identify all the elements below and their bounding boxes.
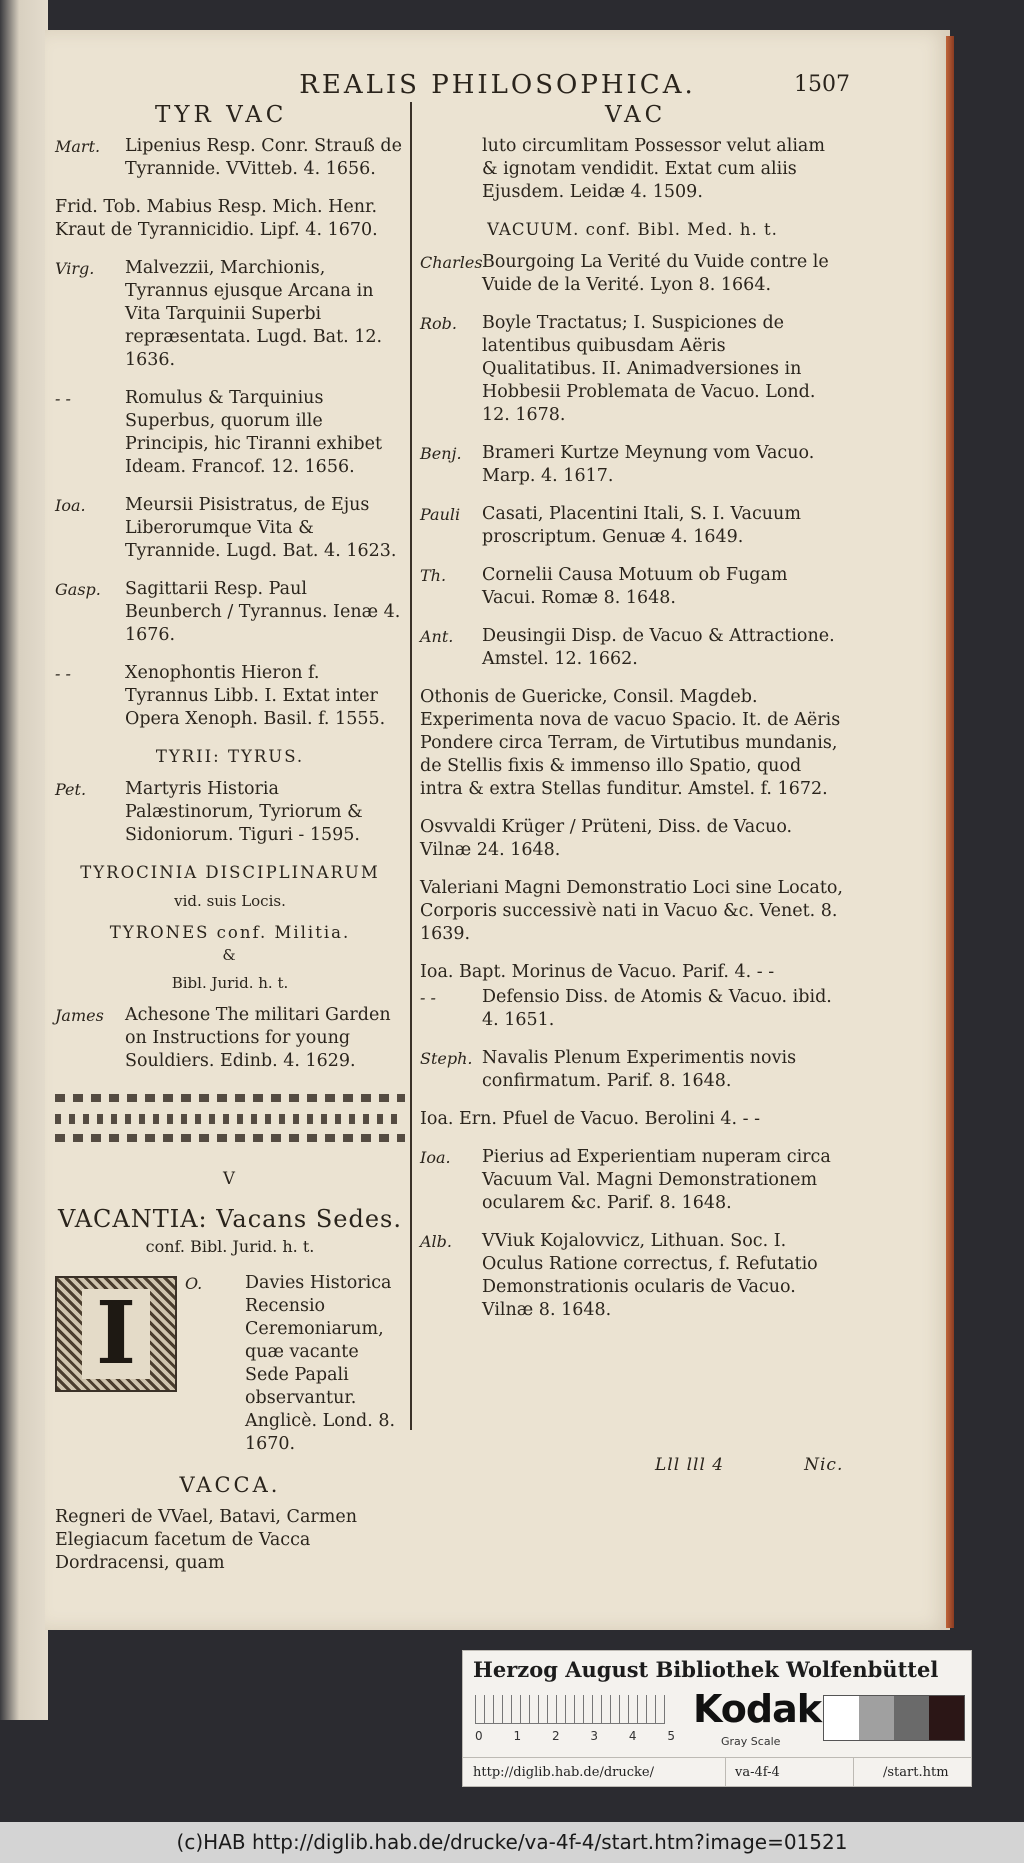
entry xyxy=(55,1272,405,1456)
catchline xyxy=(655,1455,843,1475)
section-letter-v: V xyxy=(223,1169,237,1188)
entry-author: Th. xyxy=(420,566,447,585)
entry xyxy=(420,1047,845,1093)
library-label-card xyxy=(462,1650,972,1787)
ruler-numbers xyxy=(475,1729,675,1743)
entry-text: Defensio Diss. de Atomis & Vacuo. ibid. 4. 1651. xyxy=(482,987,832,1030)
entry-text: Valeriani Magni Demonstratio Loci sine Locato, Corporis successivè nati in Vacuo &c. Venet. 8. 1639. xyxy=(420,878,843,944)
entry-author: James xyxy=(55,1006,104,1025)
entry-text: Sagittarii Resp. Paul Beunberch / Tyrannus. Ienæ 4. 1676. xyxy=(125,579,401,645)
entry xyxy=(420,816,845,862)
cross-reference: vid. suis Locis. xyxy=(174,892,286,910)
entry xyxy=(420,625,845,671)
catchword: Nic. xyxy=(804,1455,844,1475)
entry-text: Brameri Kurtze Meynung vom Vacuo. Marp. 4. 1617. xyxy=(482,443,815,486)
swatch xyxy=(929,1696,964,1740)
right-column xyxy=(420,135,845,1337)
book-page xyxy=(45,30,950,1630)
adjacent-page-edge xyxy=(0,0,48,1720)
entry xyxy=(420,312,845,427)
entry-author: Pet. xyxy=(55,780,87,799)
ornamental-band xyxy=(55,1088,405,1148)
entry-text: Romulus & Tarquinius Superbus, quorum ille Principis, hic Tiranni exhibet Ideam. Francof. 12. 1656. xyxy=(125,388,382,477)
divider xyxy=(853,1758,854,1786)
entry-text: Osvvaldi Krüger / Prüteni, Diss. de Vacuo. Vilnæ 24. 1648. xyxy=(420,817,793,860)
entry-author: Ant. xyxy=(420,627,454,646)
copyright-footer: (c)HAB http://diglib.hab.de/drucke/va-4f-4/start.htm?image=01521 xyxy=(0,1822,1024,1863)
entry-text: Frid. Tob. Mabius Resp. Mich. Henr. Kraut de Tyrannicidio. Lipf. 4. 1670. xyxy=(55,197,378,240)
page-edge-red xyxy=(946,36,954,1628)
section-heading-tyrii: TYRII: TYRUS. xyxy=(155,747,305,766)
page-number: 1507 xyxy=(794,72,850,97)
entry-author: - - xyxy=(55,389,71,408)
initial-letter: I xyxy=(82,1289,150,1379)
entry xyxy=(55,135,405,181)
swatch xyxy=(824,1696,859,1740)
section-heading-vacca: VACCA. xyxy=(179,1473,281,1497)
entry-text: Othonis de Guericke, Consil. Magdeb. Experimenta nova de vacuo Spacio. It. de Aëris Pondere circa Terram, de Virtutibus mundanis, de Stellis fixis & immenso illo Spatio, quod intra & extra Stellas funditur. Amstel. f. 1672. xyxy=(420,687,841,799)
entry-text: VViuk Kojalovvicz, Lithuan. Soc. I. Oculus Ratione correctus, f. Refutatio Demonstrationis ocularis de Vacuo. Vilnæ 8. 1648. xyxy=(482,1231,818,1320)
entry-author: Pauli xyxy=(420,505,461,524)
entry-author: Ioa. xyxy=(420,1148,451,1167)
url-row xyxy=(463,1757,971,1786)
entry xyxy=(55,662,405,731)
entry xyxy=(55,387,405,479)
entry-text: Bourgoing La Verité du Vuide contre le Vuide de la Verité. Lyon 8. 1664. xyxy=(482,252,829,295)
entry xyxy=(420,686,845,801)
entry xyxy=(420,1108,845,1131)
entry xyxy=(420,877,845,946)
divider xyxy=(725,1758,726,1786)
entry-author: Gasp. xyxy=(55,580,101,599)
entry xyxy=(55,196,405,242)
entry xyxy=(420,442,845,488)
section-heading-tyrocinia: TYROCINIA DISCIPLINARUM xyxy=(80,863,380,882)
entry-text: Regneri de VVael, Batavi, Carmen Elegiacum facetum de Vacca Dordracensi, quam xyxy=(55,1507,357,1573)
entry xyxy=(420,1146,845,1215)
ruler-number: 4 xyxy=(628,1729,637,1743)
url-page: /start.htm xyxy=(883,1765,949,1780)
ruler-number: 2 xyxy=(551,1729,560,1743)
entry-text: Davies Historica Recensio Ceremoniarum, quæ vacante Sede Papali observantur. Anglicè. Lond. 8. 1670. xyxy=(245,1273,396,1454)
entry-author: - - xyxy=(55,664,71,683)
entry xyxy=(55,257,405,372)
entry xyxy=(55,578,405,647)
library-name: Herzog August Bibliothek Wolfenbüttel xyxy=(473,1657,939,1682)
ruler-number: 5 xyxy=(667,1729,675,1743)
entry-text: Casati, Placentini Itali, S. I. Vacuum proscriptum. Genuæ 4. 1649. xyxy=(482,504,801,547)
entry-author: Virg. xyxy=(55,259,95,278)
ruler-number: 0 xyxy=(475,1729,483,1743)
entry-text: Malvezzii, Marchionis, Tyrannus ejusque Arcana in Vita Tarquinii Superbi repræsentata. Lugd. Bat. 12. 1636. xyxy=(125,258,383,370)
url-shelfmark: va-4f-4 xyxy=(735,1765,780,1780)
entry-text: Xenophontis Hieron f. Tyrannus Libb. I. Extat inter Opera Xenoph. Basil. f. 1555. xyxy=(125,663,386,729)
cross-reference: conf. Bibl. Jurid. h. t. xyxy=(145,1237,315,1256)
left-column-head: TYR VAC xyxy=(155,102,288,128)
entry-text: Lipenius Resp. Conr. Strauß de Tyrannide. VVitteb. 4. 1656. xyxy=(125,136,402,179)
entry-text: Navalis Plenum Experimentis novis confirmatum. Parif. 8. 1648. xyxy=(482,1048,797,1091)
entry-text: Achesone The militari Garden on Instructions for young Souldiers. Edinb. 4. 1629. xyxy=(125,1005,391,1071)
section-heading-tyrones: TYRONES conf. Militia. xyxy=(109,923,351,942)
ruler-number: 1 xyxy=(513,1729,522,1743)
entry-text: Martyris Historia Palæstinorum, Tyriorum & Sidoniorum. Tiguri - 1595. xyxy=(125,779,363,845)
entry xyxy=(420,564,845,610)
entry-text: Boyle Tractatus; I. Suspiciones de latentibus quibusdam Aëris Qualitatibus. II. Animadversiones in Hobbesii Problemata de Vacuo. Lond. 12. 1678. xyxy=(482,313,816,425)
entry xyxy=(420,1230,845,1322)
entry-text: Deusingii Disp. de Vacuo & Attractione. Amstel. 12. 1662. xyxy=(482,626,835,669)
section-heading-vacuum: VACUUM. conf. Bibl. Med. h. t. xyxy=(487,220,778,239)
url-base: http://diglib.hab.de/drucke/ xyxy=(473,1765,654,1780)
entry xyxy=(420,986,845,1032)
entry-text: luto circumlitam Possessor velut aliam & ignotam vendidit. Extat cum aliis Ejusdem. Leidæ 4. 1509. xyxy=(482,136,825,202)
entry-text: Meursii Pisistratus, de Ejus Liberorumque Vita & Tyrannide. Lugd. Bat. 4. 1623. xyxy=(125,495,397,561)
right-column-head: VAC xyxy=(605,102,667,128)
gray-scale-swatches xyxy=(823,1695,965,1741)
ruler-scale xyxy=(475,1695,665,1724)
entry xyxy=(55,778,405,847)
section-heading-vacantia: VACANTIA: Vacans Sedes. xyxy=(57,1205,402,1233)
signature-mark: Lll lll 4 xyxy=(655,1455,725,1475)
entry-author: O. xyxy=(185,1274,203,1293)
gray-scale-label: Gray Scale xyxy=(721,1735,781,1748)
entry-author: Rob. xyxy=(420,314,458,333)
entry-author: Mart. xyxy=(55,137,101,156)
entry-author: - - xyxy=(420,988,436,1007)
left-column xyxy=(55,135,405,1590)
entry-text: Cornelii Causa Motuum ob Fugam Vacui. Romæ 8. 1648. xyxy=(482,565,788,608)
entry-author: Ioa. xyxy=(55,496,86,515)
entry xyxy=(420,251,845,297)
cross-reference: Bibl. Jurid. h. t. xyxy=(171,974,289,992)
entry-continuation xyxy=(420,135,845,204)
initial-block xyxy=(55,1272,405,1456)
swatch xyxy=(859,1696,894,1740)
entry xyxy=(55,1004,405,1073)
entry xyxy=(420,503,845,549)
cross-reference-ampersand: & xyxy=(222,946,238,964)
entry xyxy=(55,1506,405,1575)
running-head: REALIS PHILOSOPHICA. xyxy=(299,70,696,100)
entry-author: Steph. xyxy=(420,1049,473,1068)
entry xyxy=(420,961,845,984)
entry-text: Pierius ad Experientiam nuperam circa Vacuum Val. Magni Demonstrationem ocularem &c. Parif. 8. 1648. xyxy=(482,1147,831,1213)
entry-text: Ioa. Bapt. Morinus de Vacuo. Parif. 4. - - xyxy=(420,962,775,982)
entry-author: Alb. xyxy=(420,1232,452,1251)
column-rule xyxy=(410,102,412,1430)
entry-text: Ioa. Ern. Pfuel de Vacuo. Berolini 4. - - xyxy=(420,1109,760,1129)
kodak-logo: Kodak xyxy=(693,1687,821,1731)
swatch xyxy=(894,1696,929,1740)
ruler-number: 3 xyxy=(590,1729,599,1743)
entry xyxy=(55,494,405,563)
entry-author: Benj. xyxy=(420,444,462,463)
entry-author: Charles xyxy=(420,253,483,272)
